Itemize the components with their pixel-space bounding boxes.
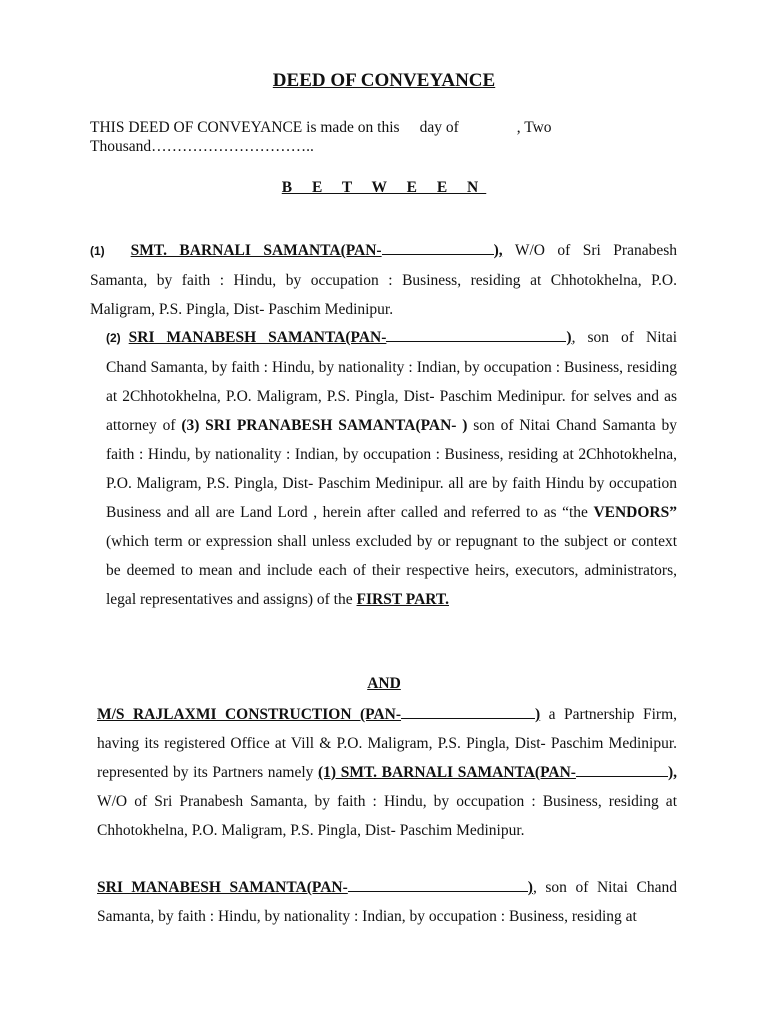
party-1-number: (1) (90, 244, 105, 258)
party-2-details-b: son of Nitai Chand Samanta by faith : Hindu, by nationality : Indian, by occupation : Business, residing at 2Chhotokhelna, P.O. Maligram, P.S. Pingla, Dist- Paschim Medinipur. all are by faith Hindu by occupation Business and all are Land Lord , herein after called and referred to as “the (106, 417, 678, 521)
partner-1-name: (1) SMT. BARNALI SAMANTA(PAN- (318, 764, 576, 781)
intro-text-1: THIS DEED OF CONVEYANCE is made on this (90, 119, 400, 136)
firm-details-b: W/O of Sri Pranabesh Samanta, by faith : Hindu, by occupation : Business, residing at Chhotokhelna, P.O. Maligram, P.S. Pingla, Dist- Paschim Medinipur. (97, 793, 677, 839)
vendors-term: VENDORS” (593, 504, 677, 521)
partner-2-close: ) (527, 879, 533, 896)
intro-text-3: , Two (516, 119, 552, 136)
partner-2-details: , son of Nitai Chand Samanta, by faith : Hindu, by nationality : Indian, by occupation : Business, residing at (97, 879, 677, 925)
firm-name: M/S RAJLAXMI CONSTRUCTION (PAN- (97, 706, 402, 723)
party-2-name: SRI MANABESH SAMANTA(PAN- (128, 329, 387, 346)
first-part-label: FIRST PART. (356, 591, 449, 608)
partner-1-close: ), (667, 764, 677, 781)
firm-paragraph (97, 700, 677, 845)
party-2-number: (2) (106, 331, 121, 345)
party-1-details: W/O of Sri Pranabesh Samanta, by faith : Hindu, by occupation : Business, residing at Chhotokhelna, P.O. Maligram, P.S. Pingla, Dist- Paschim Medinipur. (90, 242, 677, 318)
firm-close: ) (535, 706, 541, 723)
party-2-details-c: (which term or expression shall unless excluded by or repugnant to the subject or context be deemed to mean and include each of their respective heirs, executors, administrators, legal representatives and assigns) of the (106, 533, 677, 608)
party-1-close: ), (493, 242, 503, 259)
intro-text-2: day of (419, 119, 459, 136)
party-2-details-a: , son of Nitai Chand Samanta, by faith : Hindu, by nationality : Indian, by occupation : Business, residing at 2Chhotokhelna, P.O. Maligram, P.S. Pingla, Dist- Paschim Medinipur. for selves and as attorney of (106, 329, 678, 434)
intro-paragraph (90, 118, 690, 156)
partner-2-paragraph (97, 873, 677, 931)
intro-text-4: Thousand………………………….. (90, 138, 314, 155)
party-2-paragraph (106, 323, 677, 614)
between-heading: B E T W E E N (281, 179, 487, 196)
document-title: DEED OF CONVEYANCE (272, 70, 496, 91)
firm-details-a: a Partnership Firm, having its registered Office at Vill & P.O. Maligram, P.S. Pingla, Dist- Paschim Medinipur. represented by its Partners namely (97, 706, 678, 781)
partner-2-name: SRI MANABESH SAMANTA(PAN- (97, 879, 348, 896)
party-1-name: SMT. BARNALI SAMANTA(PAN- (130, 242, 382, 259)
party-3-name: (3) SRI PRANABESH SAMANTA(PAN- ) (181, 417, 468, 434)
party-1-paragraph (90, 236, 677, 324)
party-2-close: ) (566, 329, 572, 346)
and-heading: AND (367, 675, 401, 692)
